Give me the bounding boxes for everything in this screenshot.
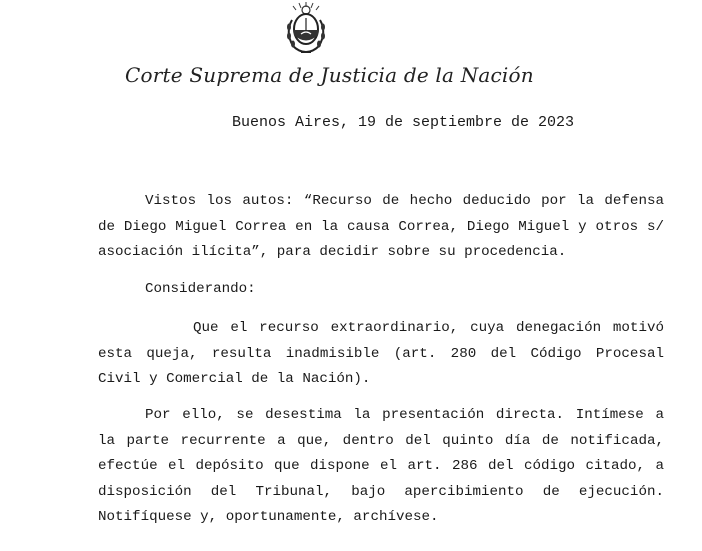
date-line: Buenos Aires, 19 de septiembre de 2023 — [232, 114, 575, 131]
paragraph-vistos: Vistos los autos: “Recurso de hecho deducido por la defensa de Diego Miguel Correa en la causa Correa, Diego Miguel y otros s/ asociación ilícita”, para decidir sobre su procedencia. — [98, 193, 664, 260]
paragraph-considerando: Considerando: — [145, 281, 256, 297]
paragraph-que: Que el recurso extraordinario, cuya denegación motivó esta queja, resulta inadmisible (art. 280 del Código Procesal Civil y Comercial de la Nación). — [98, 320, 664, 387]
argentine-coat-of-arms-icon — [279, 0, 333, 56]
court-name: Corte Suprema de Justicia de la Nación — [125, 63, 534, 87]
paragraph-por-ello: Por ello, se desestima la presentación directa. Intímese a la parte recurrente a que, dentro del quinto día de notificada, efectúe el depósito que dispone el art. 286 del código citado, a disposición del Tribunal, bajo apercibimiento de ejecución. Notifíquese y, oportunamente, archívese. — [98, 407, 664, 525]
